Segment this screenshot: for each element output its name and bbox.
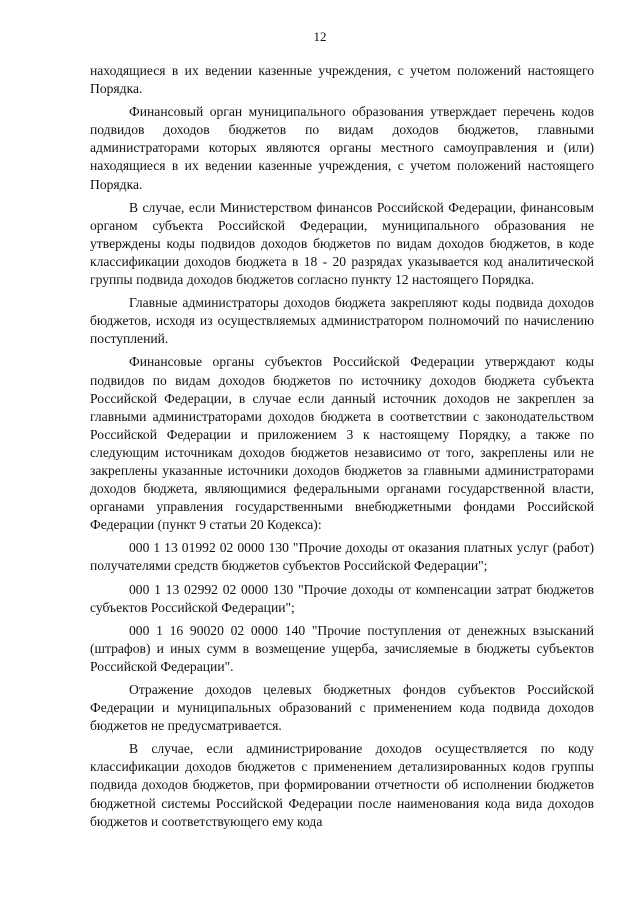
- paragraph-code-entry: 000 1 13 01992 02 0000 130 "Прочие доходы от оказания платных услуг (работ) получателями средств бюджетов субъектов Российской Федерации";: [90, 540, 594, 574]
- document-body: [90, 62, 594, 836]
- paragraph: Отражение доходов целевых бюджетных фондов субъектов Российской Федерации и муниципальных образований с применением кода подвида доходов бюджетов не предусматривается.: [90, 682, 594, 734]
- paragraph: Финансовые органы субъектов Российской Федерации утверждают коды подвидов по видам доходов бюджетов по источнику доходов бюджета субъекта Российской Федерации, в случае если данный источник доходов не закреплен за главными администраторами доходов бюджета в соответствии с законодательством Российской Федерации и приложением 3 к настоящему Порядку, а также по следующим источникам доходов бюджетов независимо от того, закреплены или не закреплены указанные источники доходов бюджетов за главными администраторами доходов бюджета, являющимися федеральными органами государственной власти, органами управления государственными внебюджетными фондами Российской Федерации (пункт 9 статьи 20 Кодекса):: [90, 354, 594, 533]
- paragraph-continuation: находящиеся в их ведении казенные учреждения, с учетом положений настоящего Порядка.: [90, 63, 594, 97]
- page-number: 12: [313, 29, 327, 44]
- paragraph-code-entry: 000 1 16 90020 02 0000 140 "Прочие поступления от денежных взысканий (штрафов) и иных сумм в возмещение ущерба, зачисляемые в бюджеты субъектов Российской Федерации".: [90, 622, 594, 674]
- paragraph: Главные администраторы доходов бюджета закрепляют коды подвида доходов бюджетов, исходя из осуществляемых администратором полномочий по начислению поступлений.: [90, 295, 594, 347]
- paragraph-code-entry: 000 1 13 02992 02 0000 130 "Прочие доходы от компенсации затрат бюджетов субъектов Российской Федерации";: [90, 581, 594, 615]
- paragraph: В случае, если Министерством финансов Российской Федерации, финансовым органом субъекта Российской Федерации, муниципального образования не утверждены коды подвидов доходов бюджетов по видам доходов бюджетов, в коде классификации доходов бюджета в 18 - 20 разрядах указывается код аналитической группы подвида доходов бюджетов согласно пункту 12 настоящего Порядка.: [90, 199, 594, 288]
- paragraph: Финансовый орган муниципального образования утверждает перечень кодов подвидов доходов бюджетов по видам доходов бюджетов, главными администраторами которых являются органы местного самоуправления и (или) находящиеся в их ведении казенные учреждения, с учетом положений настоящего Порядка.: [90, 104, 594, 192]
- paragraph: В случае, если администрирование доходов осуществляется по коду классификации доходов бюджетов с применением детализированных кодов группы подвида доходов бюджетов, при формировании отчетности об исполнении бюджетов бюджетной системы Российской Федерации после наименования кода вида доходов бюджетов и соответствующего ему кода: [90, 741, 594, 829]
